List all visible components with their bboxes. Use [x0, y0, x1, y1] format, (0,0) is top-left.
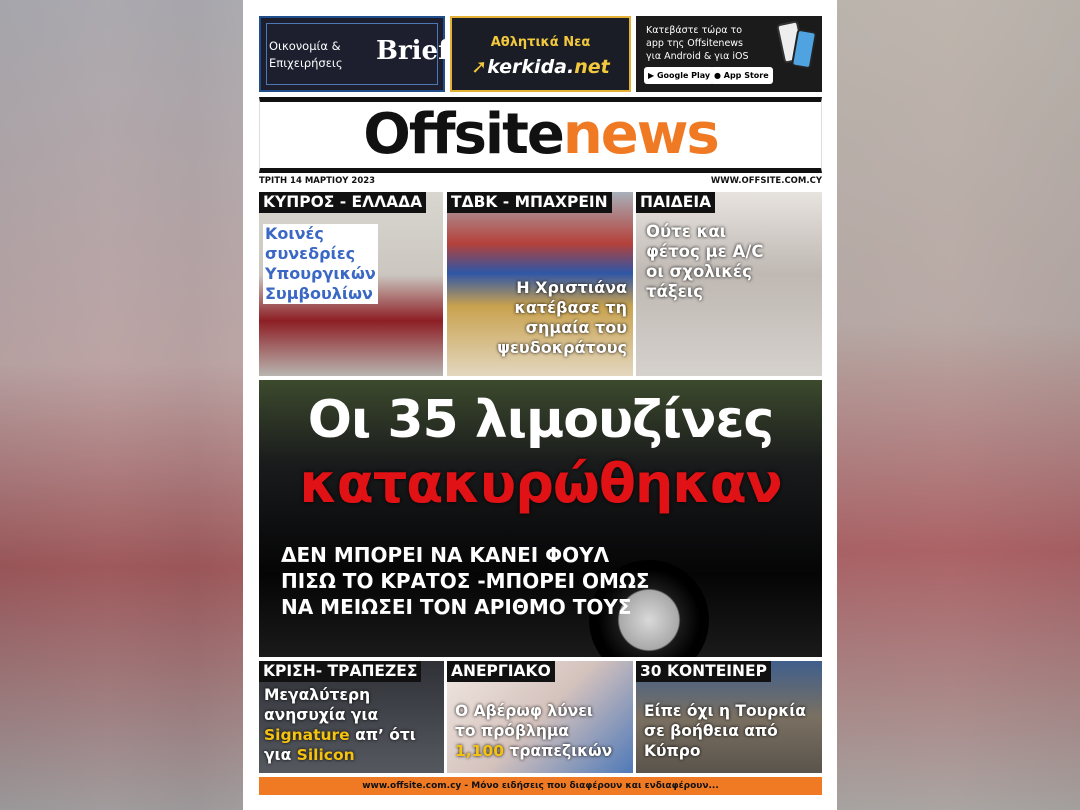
story-cyprus-greece[interactable] [259, 192, 443, 376]
footer-tagline[interactable]: www.offsite.com.cy - Μόνο ειδήσεις που διαφέρουν και ενδιαφέρουν... [259, 777, 822, 795]
google-play-badge[interactable] [644, 67, 714, 84]
main-subhead-line: ΝΑ ΜΕΙΩΣΕΙ ΤΟΝ ΑΡΙΘΜΟ ΤΟΥΣ [281, 595, 632, 619]
section-label: ΤΔΒΚ - ΜΠΑΧΡΕΙΝ [447, 192, 612, 213]
story-headline-line: οι σχολικές [646, 262, 752, 281]
blurred-background-right [820, 0, 1080, 810]
brief-promo-box[interactable] [259, 16, 450, 92]
highlight-silicon: Silicon [296, 746, 355, 764]
section-label: ΚΥΠΡΟΣ - ΕΛΛΑΔΑ [259, 192, 426, 213]
story-headline-line: φέτος με A/C [646, 242, 764, 261]
story-headline [644, 701, 806, 761]
main-story-limousines[interactable] [259, 380, 822, 657]
main-subhead-line: ΔΕΝ ΜΠΟΡΕΙ ΝΑ ΚΑΝΕΙ ΦΟΥΛ [281, 543, 610, 567]
main-subhead [281, 542, 650, 620]
story-headline-line: σημαία του [525, 318, 627, 337]
website-url[interactable]: WWW.OFFSITE.COM.CY [710, 176, 822, 186]
app-promo-line3: για Android & για iOS [646, 51, 749, 62]
story-headline [455, 701, 612, 761]
section-label: ΑΝΕΡΓΙΑΚΟ [447, 661, 555, 682]
brief-label [269, 38, 343, 72]
blurred-background-left [0, 0, 243, 810]
section-label: ΠΑΙΔΕΙΑ [636, 192, 715, 213]
masthead-news: news [562, 102, 718, 167]
google-play-icon: ▶ [648, 71, 657, 80]
app-store-label: App Store [723, 71, 769, 80]
issue-date: ΤΡΙΤΗ 14 ΜΑΡΤΙΟΥ 2023 [259, 176, 376, 186]
app-promo-line1: Κατεβάστε τώρα το [646, 25, 743, 36]
story-headline-line: ανησυχία για [264, 706, 379, 724]
story-headline-line: Υπουργικών [265, 264, 376, 283]
kerkida-runner-icon: ➚ [471, 56, 488, 78]
story-containers[interactable] [636, 661, 822, 773]
story-headline [264, 685, 416, 765]
dateline [259, 176, 822, 190]
story-headline-line: συνεδρίες [265, 244, 356, 263]
story-headline-line [264, 745, 416, 765]
story-headline-line: Κοινές [265, 224, 324, 243]
story-education[interactable] [636, 192, 822, 376]
story-headline-line [455, 741, 612, 761]
kerkida-logo-net: net [574, 56, 610, 78]
story-headline [263, 224, 378, 304]
story-headline-line: Ο Αβέρωφ λύνει [455, 702, 593, 720]
highlight-number: 1,100 [455, 742, 505, 760]
story-headline-line: το πρόβλημα [455, 722, 569, 740]
story-bahrain[interactable] [447, 192, 633, 376]
story-headline-rest: απ’ ότι [349, 726, 416, 744]
story-headline-line: κατέβασε τη [514, 298, 627, 317]
main-headline-line2: κατακυρώθηκαν [299, 452, 782, 515]
story-headline [477, 278, 627, 358]
masthead[interactable] [259, 97, 822, 173]
app-promo-text [646, 24, 749, 63]
main-headline-line1: Οι 35 λιμουζίνες [307, 390, 774, 450]
story-headline-line: ψευδοκράτους [497, 338, 627, 357]
newspaper-front-page [243, 0, 837, 810]
kerkida-promo-box[interactable] [450, 16, 631, 92]
app-promo-box [636, 16, 822, 92]
story-headline-line: Είπε όχι η Τουρκία [644, 702, 806, 720]
brief-label-line2: Επιχειρήσεις [269, 56, 343, 70]
story-headline-line: Η Χριστιάνα [516, 278, 627, 297]
apple-icon: ● [714, 71, 724, 80]
story-headline-rest: τραπεζικών [504, 742, 613, 760]
app-promo-line2: app της Offsitenews [646, 38, 744, 49]
brief-logo: Brief [376, 36, 450, 66]
kerkida-logo-main: kerkida [487, 56, 567, 78]
story-headline-line: Μεγαλύτερη [264, 686, 371, 704]
app-store-badge[interactable] [710, 67, 773, 84]
kerkida-title: Αθλητικά Νεα [490, 35, 591, 50]
google-play-label: Google Play [656, 71, 711, 80]
story-headline [646, 222, 763, 302]
story-headline-line: Ούτε και [646, 222, 727, 241]
section-label: ΚΡΙΣΗ- ΤΡΑΠΕΖΕΣ [259, 661, 421, 682]
highlight-signature: Signature [264, 726, 350, 744]
story-headline-line: Κύπρο [644, 742, 701, 760]
story-unemployment[interactable] [447, 661, 633, 773]
story-banking-crisis[interactable] [259, 661, 444, 773]
story-headline-pre: για [264, 746, 297, 764]
brief-label-line1: Οικονομία & [269, 39, 341, 53]
masthead-offsite: Offsite [363, 102, 563, 167]
main-subhead-line: ΠΙΣΩ ΤΟ ΚΡΑΤΟΣ -ΜΠΟΡΕΙ ΟΜΩΣ [281, 569, 650, 593]
story-headline-line: Συμβουλίων [265, 284, 373, 303]
story-headline-line: τάξεις [646, 282, 704, 301]
story-headline-line: σε βοήθεια από [644, 722, 778, 740]
kerkida-logo-dot: . [567, 56, 575, 78]
story-headline-line [264, 725, 416, 745]
kerkida-logo [452, 56, 629, 78]
section-label: 30 ΚΟΝΤΕΙΝΕΡ [636, 661, 771, 682]
